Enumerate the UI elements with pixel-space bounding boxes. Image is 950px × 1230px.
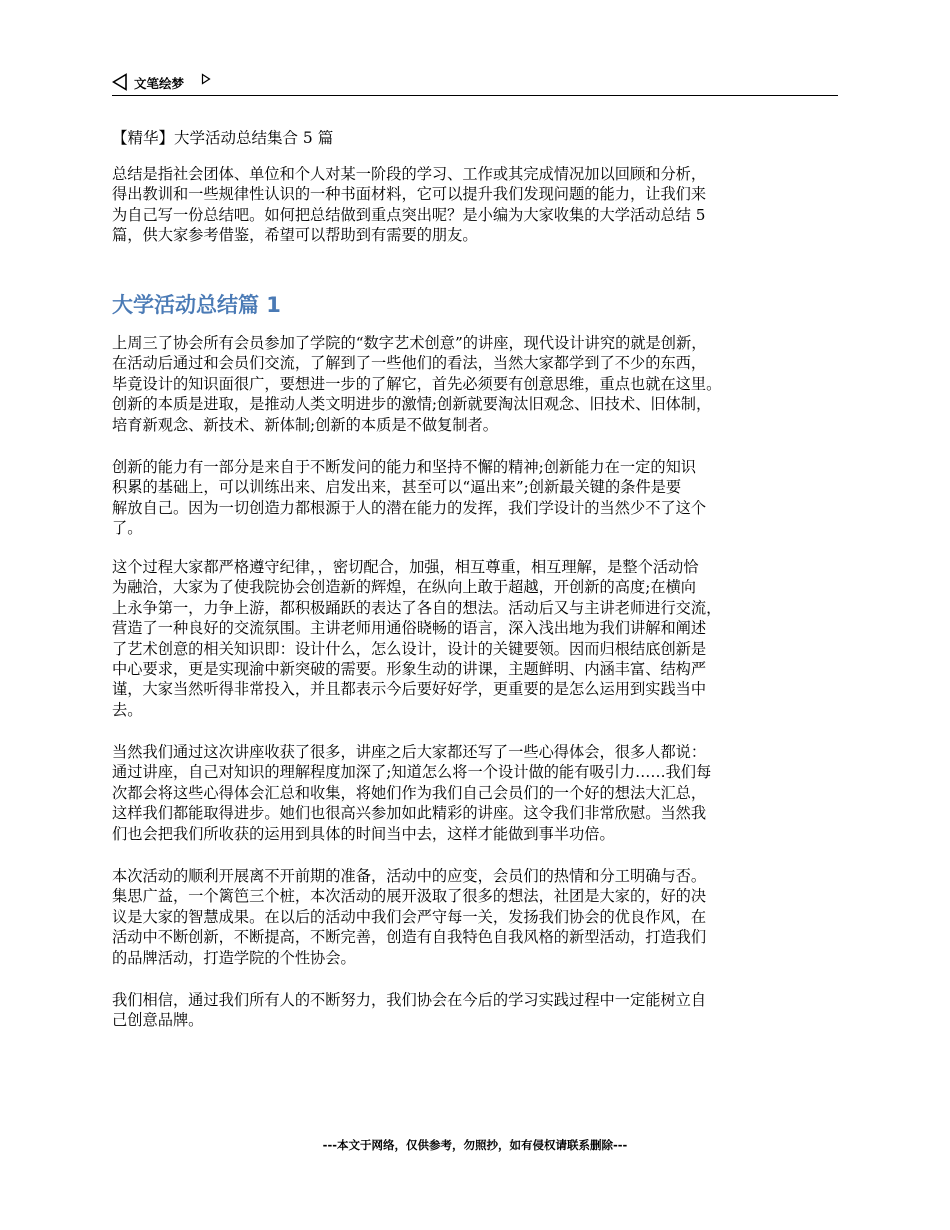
text-line: 议是大家的智慧成果。在以后的活动中我们会严守每一关，发扬我们协会的优良作风，在	[112, 907, 707, 926]
body-paragraph	[112, 457, 852, 539]
text-line: 在活动后通过和会员们交流，了解到了一些他们的看法，当然大家都学到了不少的东西，	[112, 354, 707, 373]
body-paragraph	[112, 866, 852, 968]
text-line: 营造了一种良好的交流氛围。主讲老师用通俗晓畅的语言，深入浅出地为我们讲解和阐述	[112, 619, 707, 638]
text-line: 了艺术创意的相关知识即：设计什么，怎么设计，设计的关键要领。因而归根结底创新是	[112, 639, 707, 658]
text-line: 这样我们都能取得进步。她们也很高兴参加如此精彩的讲座。这令我们非常欣慰。当然我	[112, 804, 707, 823]
text-line: 创新的本质是进取，是推动人类文明进步的激情;创新就要淘汰旧观念、旧技术、旧体制，	[112, 395, 712, 414]
text-line: 的品牌活动，打造学院的个性协会。	[112, 948, 356, 967]
text-line: 创新的能力有一部分是来自于不断发问的能力和坚持不懈的精神;创新能力在一定的知识	[112, 458, 697, 476]
brand-name: 文笔绘梦	[134, 76, 185, 91]
text-line: 去。	[112, 700, 143, 719]
text-line: 中心要求，更是实现渝中新突破的需要。形象生动的讲课，主题鲜明、内涵丰富、结构严	[112, 660, 707, 679]
text-line: 活动中不断创新，不断提高，不断完善，创造有自我特色自我风格的新型活动，打造我们	[112, 928, 707, 947]
text-line: 为自己写一份总结吧。如何把总结做到重点突出呢？是小编为大家收集的大学活动总结 5	[112, 205, 706, 224]
text-line: 这个过程大家都严格遵守纪律，，密切配合，加强，相互尊重，相互理解，是整个活动恰	[112, 558, 699, 576]
intro-paragraph	[112, 164, 852, 246]
text-line: 积累的基础上，可以训练出来、启发出来，甚至可以“逼出来”;创新最关键的条件是要	[112, 478, 682, 497]
text-line: 解放自己。因为一切创造力都根源于人的潜在能力的发挥，我们学设计的当然少不了这个	[112, 498, 707, 517]
body-paragraph	[112, 742, 852, 844]
text-line: 们也会把我们所收获的运用到具体的时间当中去，这样才能做到事半功倍。	[112, 824, 615, 843]
body-paragraph	[112, 333, 852, 435]
text-line: 当然我们通过这次讲座收获了很多，讲座之后大家都还写了一些心得体会，很多人都说：	[112, 743, 707, 761]
body-paragraph	[112, 557, 852, 720]
page-footer-disclaimer: ---本文于网络，仅供参考，勿照抄，如有侵权请联系删除---	[322, 1138, 628, 1152]
section-heading: 大学活动总结篇 1	[112, 293, 281, 317]
text-line: 集思广益，一个篱笆三个桩，本次活动的展开汲取了很多的想法，社团是大家的，好的决	[112, 887, 707, 906]
document-title: 【精华】大学活动总结集合 5 篇	[112, 129, 334, 147]
body-paragraph	[112, 990, 852, 1031]
text-line: 为融洽，大家为了使我院协会创造新的辉煌，在纵向上敢于超越，开创新的高度;在横向	[112, 578, 697, 597]
text-line: 毕竟设计的知识面很广，要想进一步的了解它，首先必须要有创意思维，重点也就在这里。	[112, 374, 722, 393]
text-line: 己创意品牌。	[112, 1011, 204, 1030]
text-line: 我们相信，通过我们所有人的不断努力，我们协会在今后的学习实践过程中一定能树立自	[112, 991, 707, 1009]
triangle-left-outline-icon	[112, 73, 128, 91]
text-line: 了。	[112, 519, 143, 538]
text-line: 次都会将这些心得体会汇总和收集，将她们作为我们自己会员们的一个好的想法大汇总，	[112, 783, 707, 802]
text-line: 通过讲座，自己对知识的理解程度加深了;知道怎么将一个设计做的能有吸引力……我们每	[112, 763, 712, 782]
text-line: 本次活动的顺利开展离不开前期的准备，活动中的应变，会员们的热情和分工明确与否。	[112, 867, 707, 885]
text-line: 总结是指社会团体、单位和个人对某一阶段的学习、工作或其完成情况加以回顾和分析，	[112, 165, 707, 183]
text-line: 得出教训和一些规律性认识的一种书面材料，它可以提升我们发现问题的能力，让我们来	[112, 185, 707, 204]
text-line: 上永争第一，力争上游，都积极踊跃的表达了各自的想法。活动后又与主讲老师进行交流，	[112, 598, 722, 617]
page-header	[112, 71, 838, 96]
text-line: 篇，供大家参考借鉴，希望可以帮助到有需要的朋友。	[112, 226, 478, 245]
text-line: 上周三了协会所有会员参加了学院的“数字艺术创意”的讲座，现代设计讲究的就是创新，	[112, 334, 707, 352]
text-line: 谨，大家当然听得非常投入，并且都表示今后要好好学，更重要的是怎么运用到实践当中	[112, 680, 707, 699]
text-line: 培育新观念、新技术、新体制;创新的本质是不做复制者。	[112, 415, 498, 434]
triangle-right-outline-icon	[201, 73, 211, 85]
